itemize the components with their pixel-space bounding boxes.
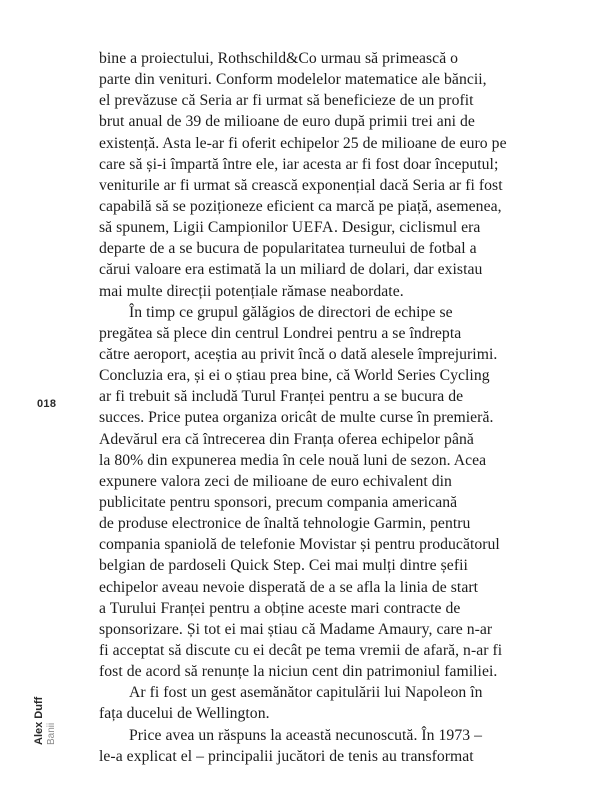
text-line-content: Price avea un răspuns la această necunoscută. În 1973 – [129,726,482,744]
text-line-content: departe de a se bucura de popularitatea turneului de fotbal a [99,240,477,258]
text-line-content: Ar fi fost un gest asemănător capitulării lui Napoleon în [129,684,483,702]
text-line-content: parte din venituri. Conform modelelor matematice ale băncii, [99,71,487,89]
text-line-content: pregătea să plece din centrul Londrei pentru a se îndrepta [99,324,462,342]
text-line [99,111,529,132]
text-line [99,323,529,344]
body-text [99,48,529,767]
text-line-content: a Turului Franței pentru a obține aceste mari contracte de [99,599,461,617]
text-line-content: capabilă să se poziționeze eficient ca marcă pe piață, asemenea, [99,197,502,215]
running-head [33,655,58,745]
text-line-content: succes. Price putea organiza oricât de multe curse în premieră. [99,409,494,427]
text-line [99,682,529,703]
text-line [99,598,529,619]
text-line-content: fi acceptat să discute cu ei decât pe tema vremii de afară, n-ar fi [99,641,503,659]
text-line [99,746,529,767]
text-line [99,640,529,661]
text-line [99,429,529,450]
text-line [99,407,529,428]
text-line [99,365,529,386]
text-line [99,577,529,598]
text-line-content: compania spaniolă de telefonie Movistar și pentru producătorul [99,536,500,554]
text-line-content: la 80% din expunerea media în cele nouă luni de sezon. Acea [99,451,487,469]
text-line [99,725,529,746]
page-number: 018 [37,398,57,410]
text-line-content: mai multe direcții potențiale rămase neabordate. [99,282,404,300]
text-line-content: publicitate pentru sponsori, precum compania americană [99,493,458,511]
text-line [99,703,529,724]
text-line [99,69,529,90]
text-line-content: care să și-i împartă între ele, iar acesta ar fi fost doar începutul; [99,155,499,173]
text-line-content: el prevăzuse că Seria ar fi urmat să beneficieze de un profit [99,92,474,110]
text-line-content: expunere valora zeci de milioane de euro echivalent din [99,472,452,490]
text-line-content: belgian de pardoseli Quick Step. Cei mai mulți dintre șefii [99,557,468,575]
text-line-content: sponsorizare. Și tot ei mai știau că Madame Amaury, care n-ar [99,620,493,638]
text-line [99,217,529,238]
text-line [99,450,529,471]
text-line-content: fost de acord să renunțe la niciun cent din patrimoniul familiei. [99,663,498,681]
text-line [99,154,529,175]
text-line-content: de produse electronice de înaltă tehnologie Garmin, pentru [99,515,471,533]
text-line [99,555,529,576]
text-line-content: fața ducelui de Wellington. [99,705,270,723]
text-line [99,661,529,682]
text-line-continuation: . Desigur, ciclismul era [333,219,481,237]
text-line [99,344,529,365]
text-line-content: veniturile ar fi urmat să crească exponențial dacă Seria ar fi fost [99,176,503,194]
text-line [99,534,529,555]
text-line [99,90,529,111]
acronym-smallcaps: UEFA [291,219,334,237]
text-line [99,492,529,513]
text-line-content: bine a proiectului, Rothschild&Co urmau să primească o [99,50,459,67]
text-line [99,48,529,69]
text-line-content: existență. Asta le-ar fi oferit echipelor 25 de milioane de euro pe [99,134,507,152]
text-line-content: să spunem, Ligii Campionilor [99,219,292,237]
text-line-content: către aeroport, aceștia au privit încă o dată alesele împrejurimi. [99,345,498,363]
text-line-content: În timp ce grupul gălăgios de directori de echipe se [129,303,453,321]
text-line [99,133,529,154]
text-line-content: cărui valoare era estimată la un miliard de dolari, dar existau [99,261,483,279]
text-line-content: Concluzia era, și ei o știau prea bine, că World Series Cycling [99,367,490,385]
text-line-content: brut anual de 39 de milioane de euro după primii trei ani de [99,113,475,131]
running-head-title: Banii [46,722,57,745]
text-line [99,302,529,323]
text-line [99,238,529,259]
running-head-author: Alex Duff [33,696,45,745]
text-line-content: ar fi trebuit să includă Turul Franței pentru a se bucura de [99,388,464,406]
text-line [99,259,529,280]
text-line [99,281,529,302]
text-line [99,513,529,534]
text-line [99,175,529,196]
text-line [99,386,529,407]
text-line-content: echipelor aveau nevoie disperată de a se afla la linia de start [99,578,479,596]
text-line [99,196,529,217]
text-line-content: le-a explicat el – principalii jucători de tenis au transformat [99,747,474,765]
text-line [99,471,529,492]
text-line-content: Adevărul era că întrecerea din Franța oferea echipelor până [99,430,474,448]
text-line [99,619,529,640]
